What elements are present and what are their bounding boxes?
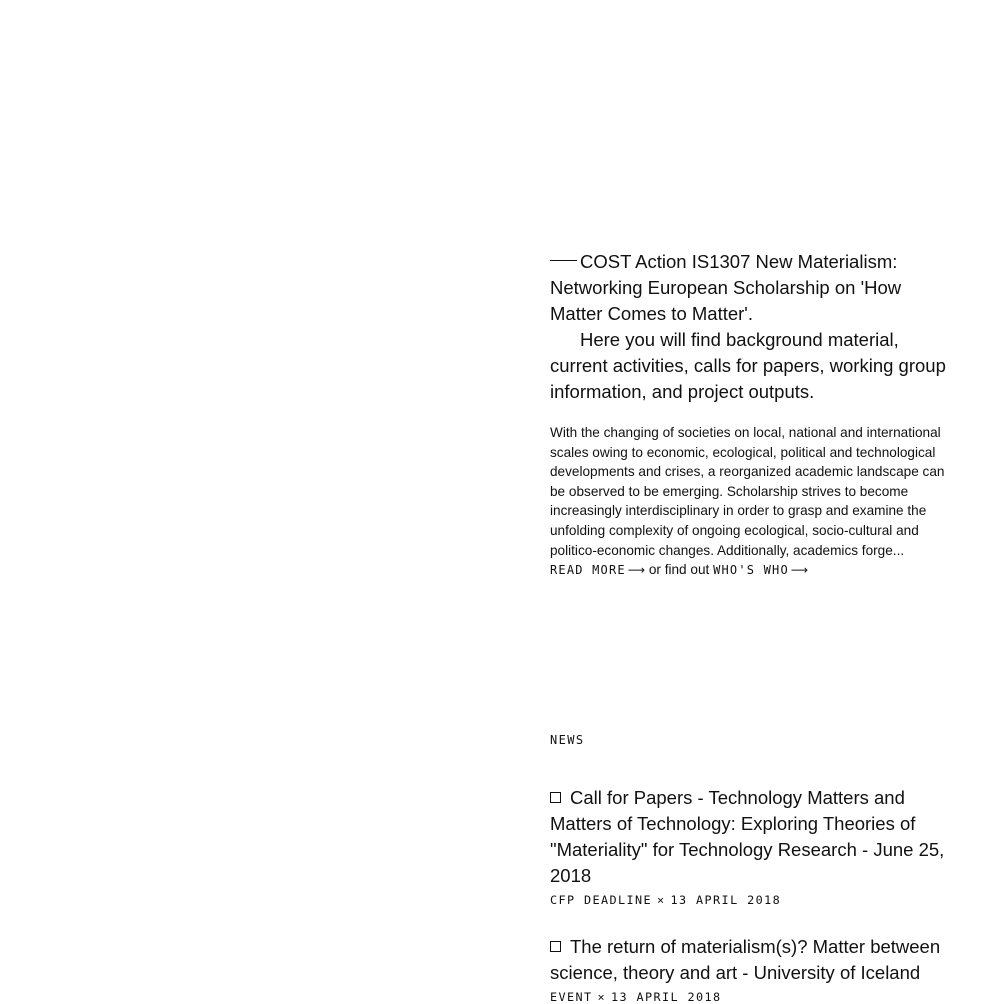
- blurb-text: With the changing of societies on local, national and international scales owing to economic, ecological, political and technological developments and crises, a reorganized academic landscape can be observed to be emerging. Scholarship strives to become increasingly interdisciplinary in order to grasp and examine the unfolding complexity of ongoing ecological, socio-cultural and politico-economic changes. Additionally, academics forge...: [550, 425, 945, 558]
- checkbox-square-icon: [550, 941, 561, 952]
- project-blurb: [550, 423, 952, 581]
- arrow-right-icon: ⟶: [627, 563, 646, 578]
- news-item-title-text: Call for Papers - Technology Matters and Matters of Technology: Exploring Theories of "Materiality" for Technology Research - June 25, 2018: [550, 787, 945, 886]
- news-item-title[interactable]: [550, 785, 952, 889]
- meta-separator: ×: [597, 990, 607, 1004]
- news-section-heading: NEWS: [550, 733, 585, 747]
- whos-who-label: WHO'S WHO: [713, 563, 789, 578]
- news-item-title[interactable]: [550, 934, 952, 986]
- news-item[interactable]: [550, 785, 952, 907]
- news-item-title-text: The return of materialism(s)? Matter between science, theory and art - University of Iceland: [550, 936, 941, 983]
- news-item-date: 13 APRIL 2018: [670, 893, 782, 907]
- news-item-category: EVENT: [550, 990, 593, 1004]
- read-more-label: READ MORE: [550, 563, 626, 578]
- news-item-date: 13 APRIL 2018: [611, 990, 722, 1004]
- intro-first-paragraph: COST Action IS1307 New Materialism: Networking European Scholarship on 'How Matter Comes to Matter'.: [550, 251, 902, 324]
- whos-who-link[interactable]: [713, 563, 808, 577]
- news-item[interactable]: [550, 934, 952, 1004]
- intro-second-paragraph: Here you will find background material, current activities, calls for papers, working group information, and project outputs.: [550, 329, 946, 402]
- news-item-category: CFP DEADLINE: [550, 893, 653, 907]
- meta-separator: ×: [657, 893, 666, 907]
- dash-decoration: [550, 260, 577, 261]
- find-out-text: find out: [664, 562, 710, 578]
- news-item-meta: [550, 990, 952, 1004]
- arrow-right-icon: ⟶: [790, 563, 809, 578]
- read-more-link[interactable]: [550, 563, 645, 577]
- checkbox-square-icon: [550, 792, 561, 803]
- intro-text: [550, 249, 952, 405]
- or-text: or: [648, 562, 661, 578]
- news-item-meta: [550, 893, 952, 907]
